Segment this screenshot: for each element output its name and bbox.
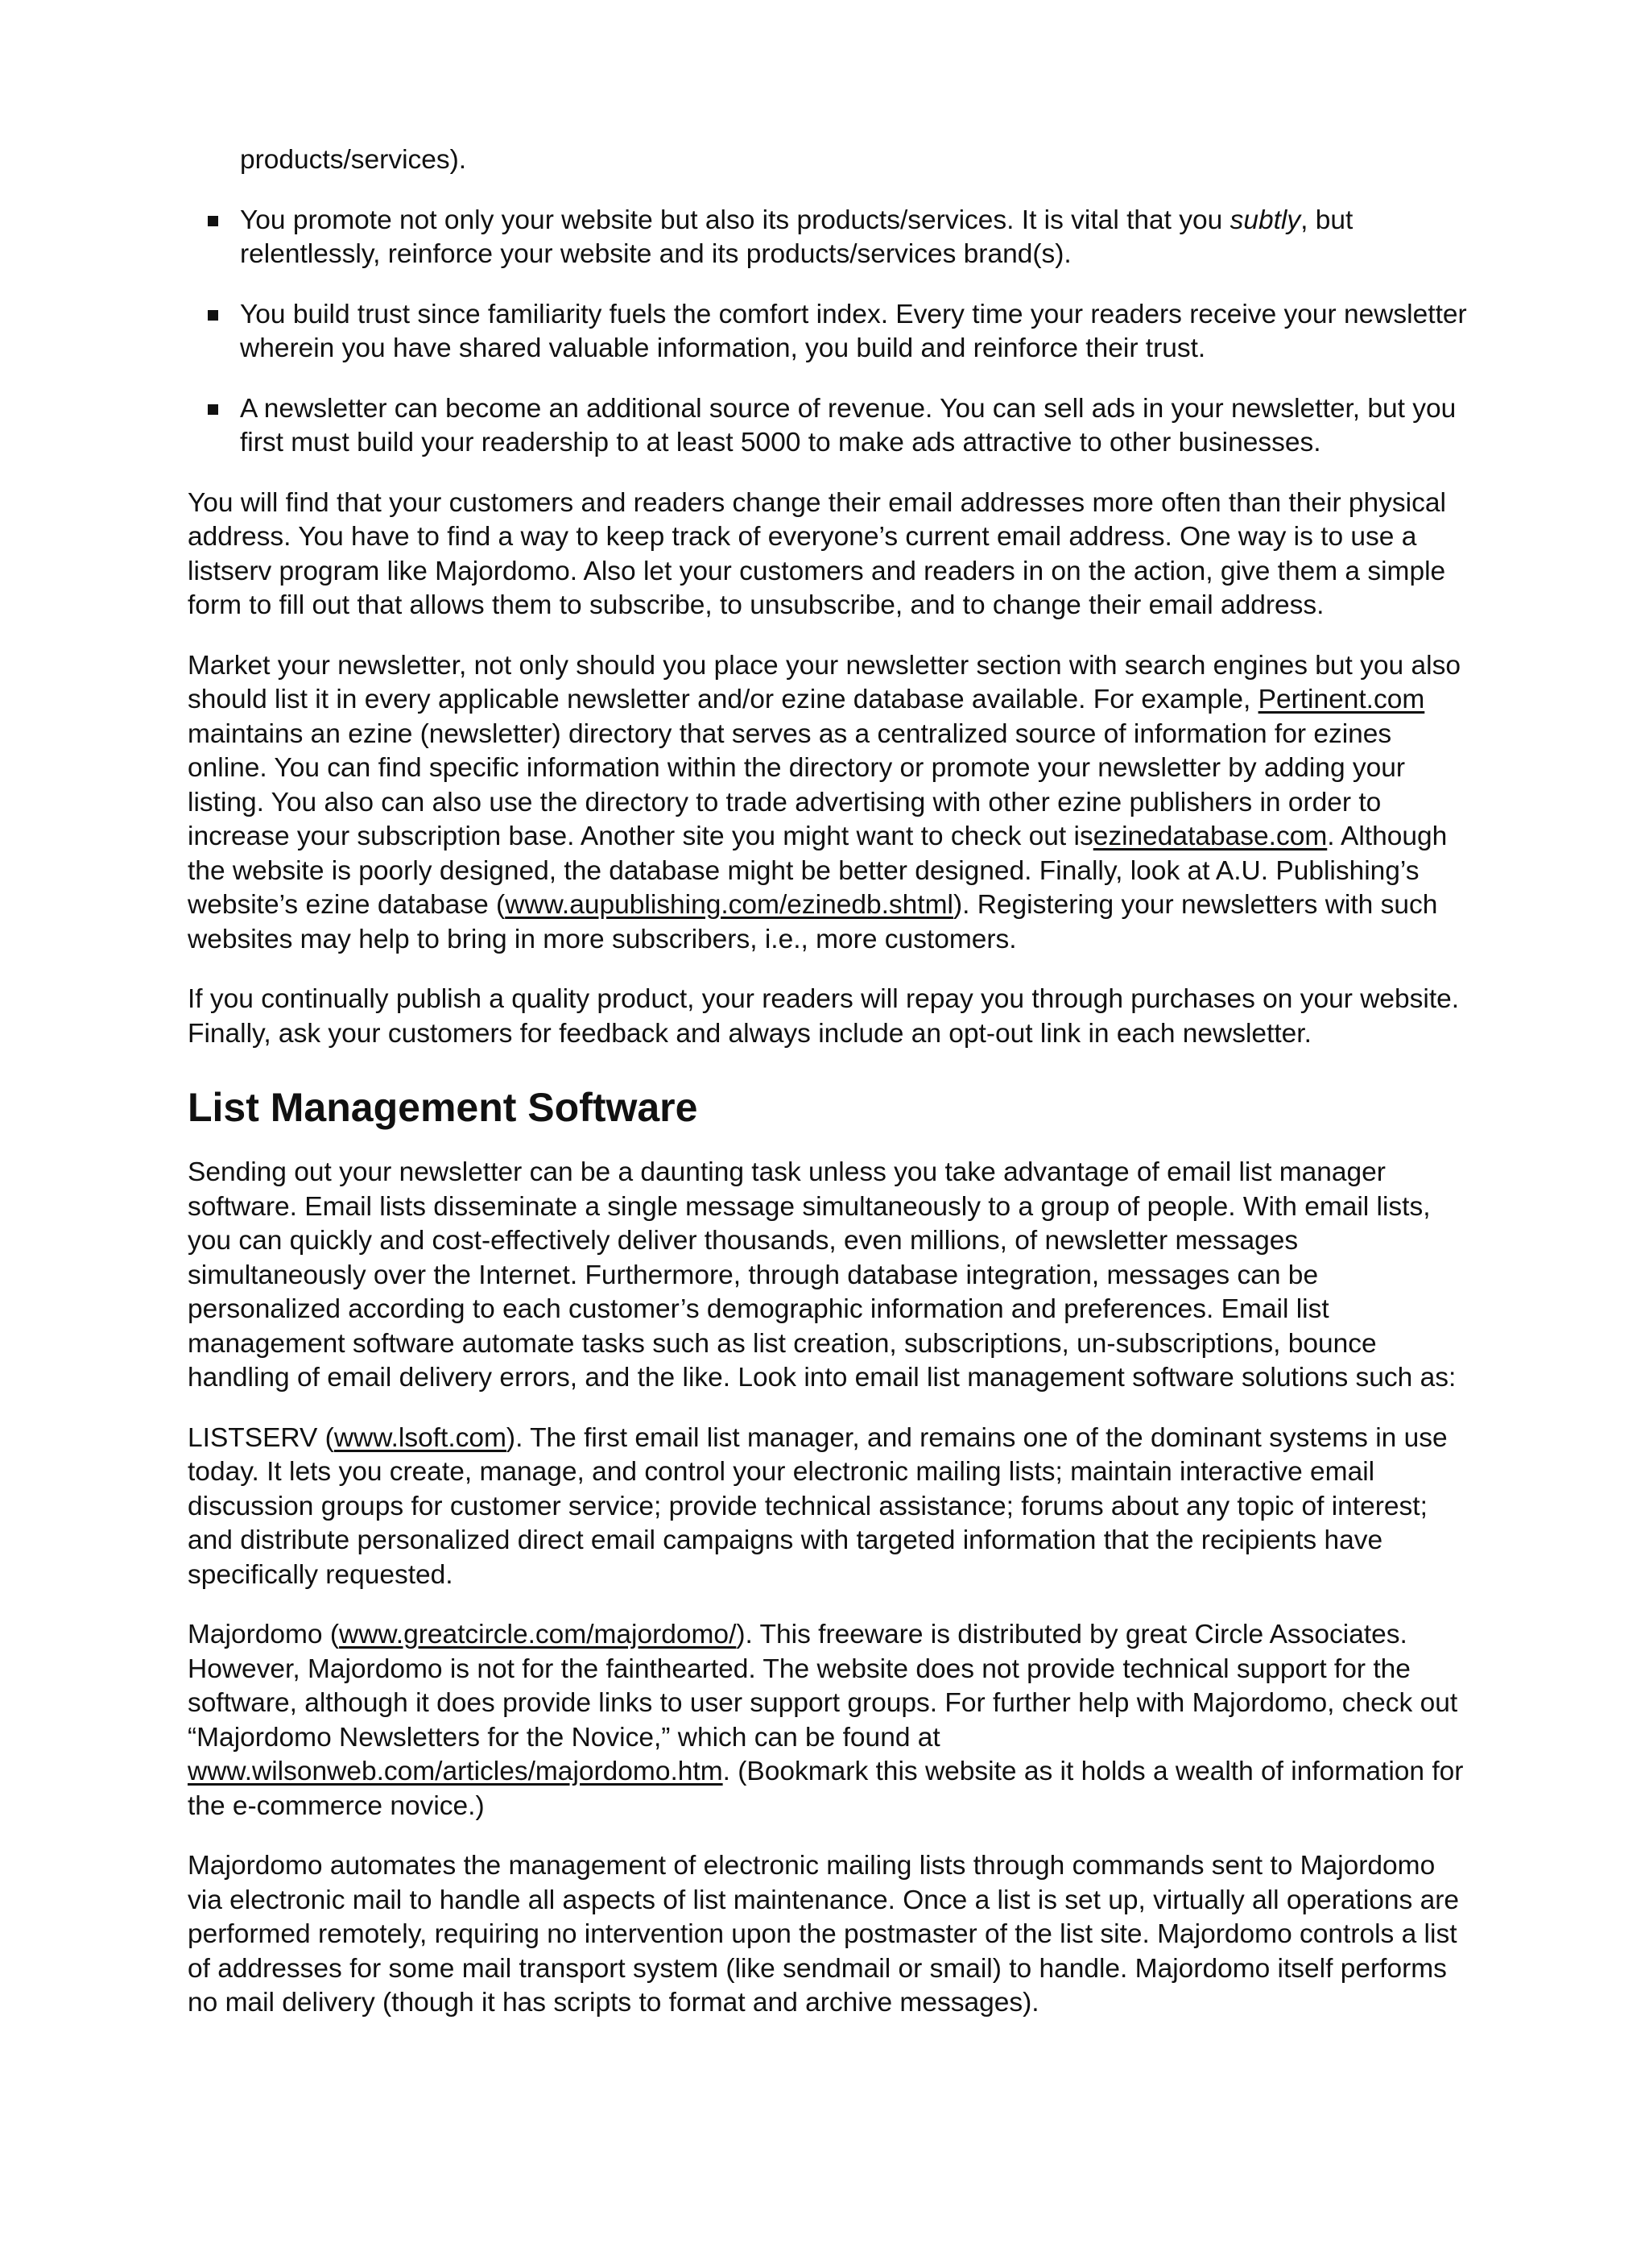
square-bullet-icon: [208, 310, 218, 321]
paragraph-sending-newsletter: Sending out your newsletter can be a daunting task unless you take advantage of email list manager software. Email lists disseminate a single message simultaneously to a group of people. With email lists, you can quickly and cost-effectively deliver thousands, even millions, of newsletter messages simultaneously over the Internet. Furthermore, through database integration, messages can be personalized according to each customer’s demographic information and preferences. Email list management software automate tasks such as list creation, subscriptions, un-subscriptions, bounce handling of email delivery errors, and the like. Look into email list management software solutions such as:: [188, 1157, 1457, 1393]
paragraph-text: ). The first email list manager, and remains one of the dominant systems in use today. It lets you create, manage, and control your electronic mailing lists; maintain interactive email discussion groups for customer service; provide technical assistance; forums about any topic of interest; and distribute personalized direct email campaigns with targeted information that the recipients have specifically requested.: [188, 1422, 1448, 1590]
paragraph-text: Market your newsletter, not only should you place your newsletter section with search engines but you also should list it in every applicable newsletter and/or ezine database available. For example,: [188, 650, 1461, 714]
paragraph-majordomo: [188, 1618, 1476, 1823]
bullet-item-promote: [188, 204, 1476, 272]
paragraph-text: LISTSERV (: [188, 1422, 334, 1453]
document-page: [188, 143, 1476, 2047]
paragraph-text: . (Bookmark this website as it holds a wealth of information for the e-commerce novice.): [188, 1757, 1464, 1821]
paragraph-email-change: You will find that your customers and readers change their email addresses more often than their physical address. You have to find a way to keep track of everyone’s current email address. One way is to use a listserv program like Majordomo. Also let your customers and readers in on the action, give them a simple form to fill out that allows them to subscribe, to unsubscribe, and to change their email address.: [188, 487, 1446, 620]
paragraph-quality-product: If you continually publish a quality product, your readers will repay you through purchases on your website. Finally, ask your customers for feedback and always include an opt-out link in each newsletter.: [188, 984, 1460, 1049]
link-wilsonweb[interactable]: www.wilsonweb.com/articles/majordomo.htm: [188, 1757, 723, 1786]
section-heading: List Management Software: [188, 1085, 698, 1130]
paragraph-text: maintains an ezine (newsletter) directory that serves as a centralized source of information for ezines online. You can find specific information within the directory or promote your newsletter by adding your listing. You also can also use the directory to trade advertising with other ezine publishers in order to increase your subscription base. Another site you might want to check out is: [188, 718, 1406, 851]
paragraph-majordomo-automates: Majordomo automates the management of electronic mailing lists through commands sent to Majordomo via electronic mail to handle all aspects of list maintenance. Once a list is set up, virtually all operations are performed remotely, requiring no intervention upon the postmaster of the list site. Majordomo controls a list of addresses for some mail transport system (like sendmail or smail) to handle. Majordomo itself performs no mail delivery (though it has scripts to format and archive messages).: [188, 1851, 1459, 2018]
emphasis-text: subtly: [1230, 205, 1301, 235]
bullet-item-trust: [188, 298, 1476, 366]
paragraph-listserv: [188, 1422, 1476, 1593]
link-ezinedatabase[interactable]: ezinedatabase.com: [1093, 822, 1328, 851]
bullet-text: You promote not only your website but also its products/services. It is vital that you: [240, 205, 1230, 235]
paragraph-text: ). Registering your newsletters with such websites may help to bring in more subscribers, i.e., more customers.: [188, 890, 1438, 954]
bullet-continuation: products/services).: [240, 145, 467, 175]
bullet-item-revenue: [188, 392, 1476, 461]
link-aupublishing[interactable]: www.aupublishing.com/ezinedb.shtml: [505, 890, 953, 920]
bullet-text: A newsletter can become an additional source of revenue. You can sell ads in your newsletter, but you first must build your readership to at least 5000 to make ads attractive to other businesses.: [240, 393, 1457, 457]
paragraph-text: ). This freeware is distributed by great Circle Associates. However, Majordomo is not for the fainthearted. The website does not provide technical support for the software, although it does provide links to user support groups. For further help with Majordomo, check out “Majordomo Newsletters for the Novice,” which can be found at: [188, 1620, 1458, 1753]
square-bullet-icon: [208, 404, 218, 415]
link-pertinent[interactable]: Pertinent.com: [1258, 685, 1425, 714]
link-greatcircle[interactable]: www.greatcircle.com/majordomo/: [339, 1620, 737, 1649]
paragraph-text: . Although the website is poorly designed, the database might be better designed. Finally, look at A.U. Publishing’s website’s ezine database (: [188, 822, 1448, 920]
square-bullet-icon: [208, 216, 218, 226]
bullet-text: , but relentlessly, reinforce your website and its products/services brand(s).: [240, 205, 1354, 269]
bullet-text: You build trust since familiarity fuels the comfort index. Every time your readers receive your newsletter wherein you have shared valuable information, you build and reinforce their trust.: [240, 299, 1467, 363]
benefits-bullet-list: [188, 204, 1476, 461]
paragraph-market-newsletter: [188, 649, 1476, 958]
link-lsoft[interactable]: www.lsoft.com: [333, 1422, 506, 1453]
paragraph-text: Majordomo (: [188, 1620, 340, 1649]
